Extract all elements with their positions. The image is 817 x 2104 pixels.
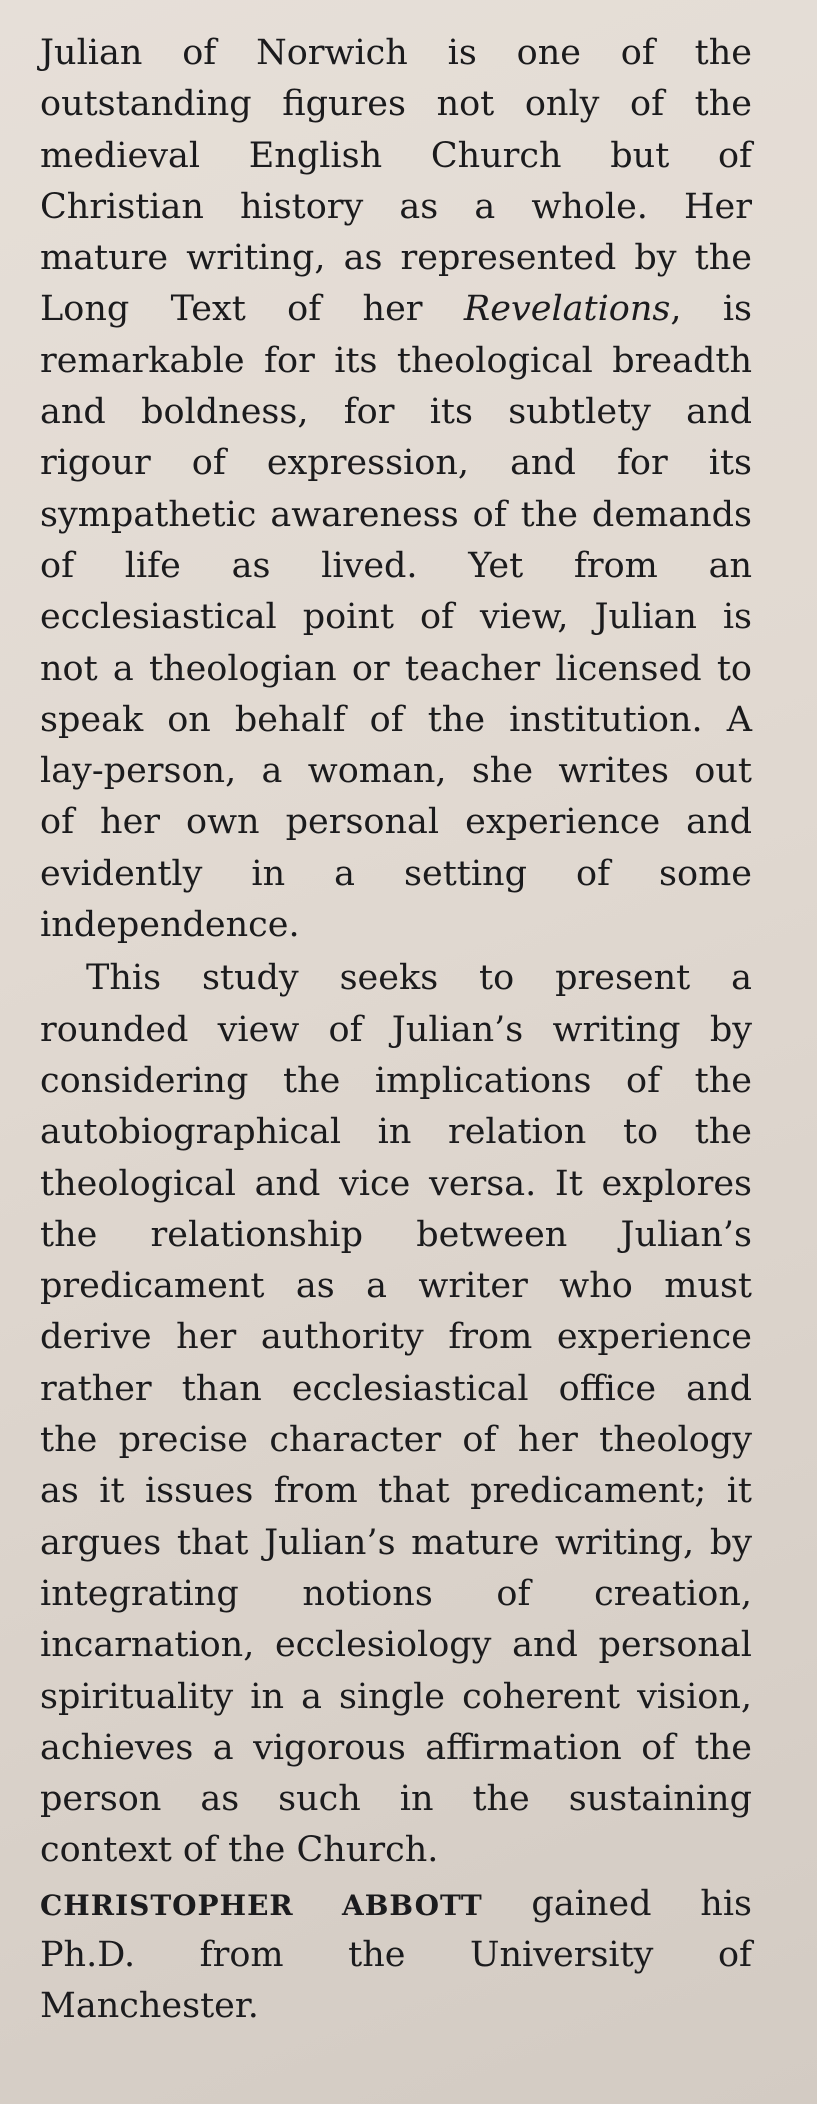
text-line: lay-person, a woman, she writes out [40, 751, 752, 792]
text-line: rather than ecclesiastical office and [40, 1368, 752, 1409]
text-line: argues that Julian’s mature writing, by [40, 1522, 752, 1563]
book-title-revelations: Revelations [463, 289, 671, 330]
text-line: integrating notions of creation, [40, 1573, 752, 1614]
text-line: mature writing, as represented by the [40, 238, 752, 279]
text-line: rounded view of Julian’s writing by [40, 1009, 752, 1050]
description-paragraph-1 [40, 28, 752, 951]
text-line: This study seeks to present a [86, 958, 752, 999]
text-fragment: , is [670, 289, 753, 330]
text-line: of life as lived. Yet from an [40, 545, 752, 586]
text-line: the precise character of her theology [40, 1420, 752, 1461]
text-line: outstanding figures not only of the [40, 84, 752, 125]
text-line: ecclesiastical point of view, Julian is [40, 597, 752, 638]
author-bio [40, 1879, 752, 2033]
text-fragment: gained his [482, 1883, 752, 1924]
text-line: person as such in the sustaining [40, 1779, 752, 1820]
text-line: remarkable for its theological breadth [40, 340, 752, 381]
text-line: medieval English Church but of [40, 135, 752, 176]
text-line: Julian of Norwich is one of the [40, 33, 752, 73]
author-name: CHRISTOPHER ABBOTT [40, 1888, 483, 1922]
text-line: sympathetic awareness of the demands [40, 494, 752, 535]
text-line: considering the implications of the [40, 1060, 752, 1101]
text-line: not a theologian or teacher licensed to [40, 648, 752, 689]
text-line: incarnation, ecclesiology and personal [40, 1625, 752, 1666]
text-fragment: Long Text of her [40, 289, 464, 330]
text-line [40, 1879, 752, 1930]
text-line: achieves a vigorous affirmation of the [40, 1727, 752, 1768]
text-line: the relationship between Julian’s [40, 1214, 752, 1255]
text-line: derive her authority from experience [40, 1317, 752, 1358]
text-line: independence. [40, 905, 300, 946]
book-blurb [40, 28, 752, 2033]
text-line: Ph.D. from the University of [40, 1934, 752, 1975]
text-line: Manchester. [40, 1986, 259, 2027]
text-line: as it issues from that predicament; it [40, 1471, 752, 1512]
text-line: autobiographical in relation to the [40, 1112, 752, 1153]
text-line: theological and vice versa. It explores [40, 1163, 752, 1204]
text-line: context of the Church. [40, 1830, 439, 1871]
text-line: spirituality in a single coherent vision, [40, 1676, 752, 1717]
text-line: and boldness, for its subtlety and [40, 392, 752, 433]
text-line: rigour of expression, and for its [40, 443, 752, 484]
text-line: of her own personal experience and [40, 802, 752, 843]
text-line: speak on behalf of the institution. A [40, 699, 752, 740]
text-line: Christian history as a whole. Her [40, 186, 752, 227]
text-line: evidently in a setting of some [40, 853, 752, 894]
text-line [40, 284, 752, 335]
text-line: predicament as a writer who must [40, 1266, 752, 1307]
description-paragraph-2 [40, 953, 752, 1876]
